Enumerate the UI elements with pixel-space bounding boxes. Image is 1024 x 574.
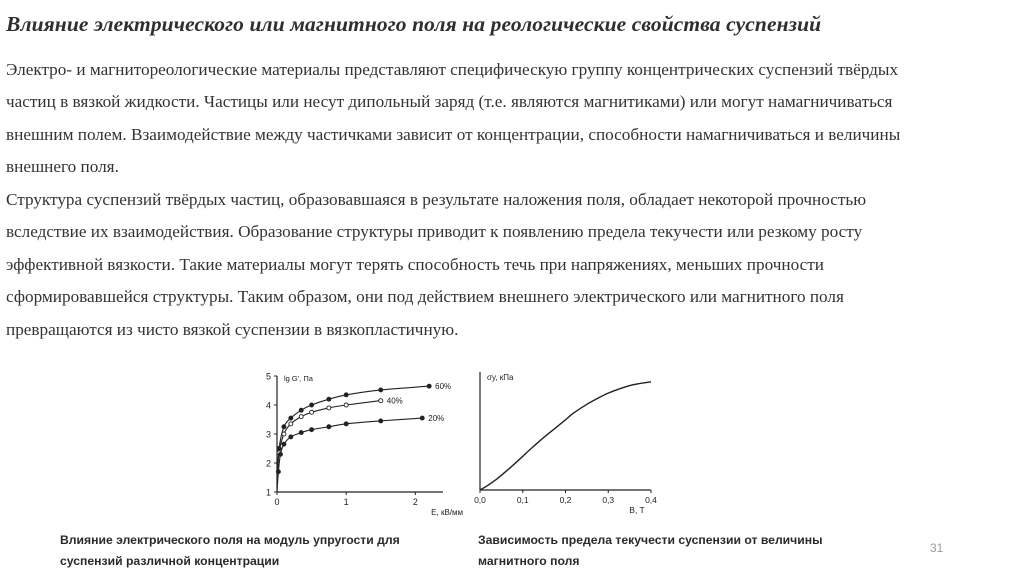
data-point [289, 435, 293, 439]
data-point [327, 397, 331, 401]
data-point [282, 425, 286, 429]
data-point [327, 425, 331, 429]
chart-yield-stress-vs-field [466, 366, 672, 524]
data-point [289, 422, 293, 426]
page-number: 31 [930, 541, 944, 555]
x-tick-label: 0,0 [474, 495, 486, 505]
series-line [480, 382, 651, 490]
caption-right [478, 530, 878, 572]
data-point [276, 470, 280, 474]
caption-line: Влияние электрического поля на модуль упругости для [60, 533, 400, 547]
x-tick-label: 0,3 [602, 495, 615, 505]
series-label: 20% [428, 414, 445, 424]
data-point [282, 432, 286, 436]
data-point [282, 442, 286, 446]
paragraph-line: внешним полем. Взаимодействие между частичками зависит от концентрации, способности намагничиваться и величины [6, 124, 901, 144]
paragraph-line: Электро- и магнитореологические материалы представляют специфическую группу концентрических суспензий твёрдых [6, 60, 899, 79]
y-axis-label: σy, кПа [487, 373, 514, 382]
data-point [310, 410, 314, 414]
paragraph-line: внешнего поля. [6, 157, 119, 177]
x-axis-label: E, кВ/мм [431, 508, 463, 517]
caption-line: магнитного поля [478, 554, 580, 568]
data-point [299, 408, 303, 412]
paragraph-line: сформировавшейся структуры. Таким образом, они под действием внешнего электрического или магнитного поля [6, 287, 844, 307]
data-point [344, 403, 348, 407]
series-line [277, 418, 422, 492]
figure-yield-stress-vs-field [466, 366, 672, 524]
data-point [379, 419, 383, 423]
series-label: 40% [386, 396, 403, 406]
x-tick-label: 0,1 [516, 495, 529, 505]
data-point [310, 403, 314, 407]
x-tick-label: 0,4 [645, 495, 657, 505]
x-tick-label: 0 [274, 497, 280, 507]
y-tick-label: 1 [265, 487, 271, 498]
caption-left [60, 530, 465, 572]
data-point [379, 399, 383, 403]
data-point [327, 406, 331, 410]
paragraph-structure [6, 184, 1024, 346]
x-axis-label: B, T [629, 505, 645, 515]
y-tick-label: 2 [265, 458, 271, 469]
data-point [344, 393, 348, 397]
data-point [299, 431, 303, 435]
slide-title: Влияние электрического или магнитного поля на реологические свойства суспензий [6, 12, 822, 36]
paragraph-line: частиц в вязкой жидкости. Частицы или несут дипольный заряд (т.е. являются магнитиками) или могут намагничиваться [6, 92, 893, 112]
data-point [427, 384, 431, 388]
data-point [420, 416, 424, 420]
data-point [289, 416, 293, 420]
paragraph-line: вследствие их взаимодействия. Образование структуры приводит к появлению предела текучести или резкому росту [6, 222, 863, 242]
data-point [299, 415, 303, 419]
paragraph-line: Структура суспензий твёрдых частиц, образовавшаяся в результате наложения поля, обладает некоторой прочностью [6, 190, 867, 209]
data-point [344, 422, 348, 426]
caption-line: Зависимость предела текучести суспензии от величины [478, 533, 823, 547]
y-tick-label: 4 [265, 400, 271, 411]
data-point [379, 388, 383, 392]
caption-line: суспензий различной концентрации [60, 554, 280, 568]
y-tick-label: 5 [265, 371, 271, 382]
series-line [277, 401, 381, 484]
series-label: 60% [435, 382, 452, 392]
chart-modulus-vs-field [255, 366, 467, 524]
paragraph-intro [6, 54, 1024, 184]
data-point [278, 452, 282, 456]
x-tick-label: 0,2 [559, 495, 572, 505]
y-tick-label: 3 [265, 429, 271, 440]
figure-modulus-vs-field [255, 366, 467, 524]
x-tick-label: 2 [412, 497, 418, 507]
paragraph-line: превращаются из чисто вязкой суспензии в вязкопластичную. [6, 319, 459, 339]
x-tick-label: 1 [343, 497, 349, 507]
paragraph-line: эффективной вязкости. Такие материалы могут терять способность течь при напряжениях, меньших прочности [6, 254, 824, 274]
data-point [310, 428, 314, 432]
y-axis-label: lg G', Па [284, 374, 313, 383]
